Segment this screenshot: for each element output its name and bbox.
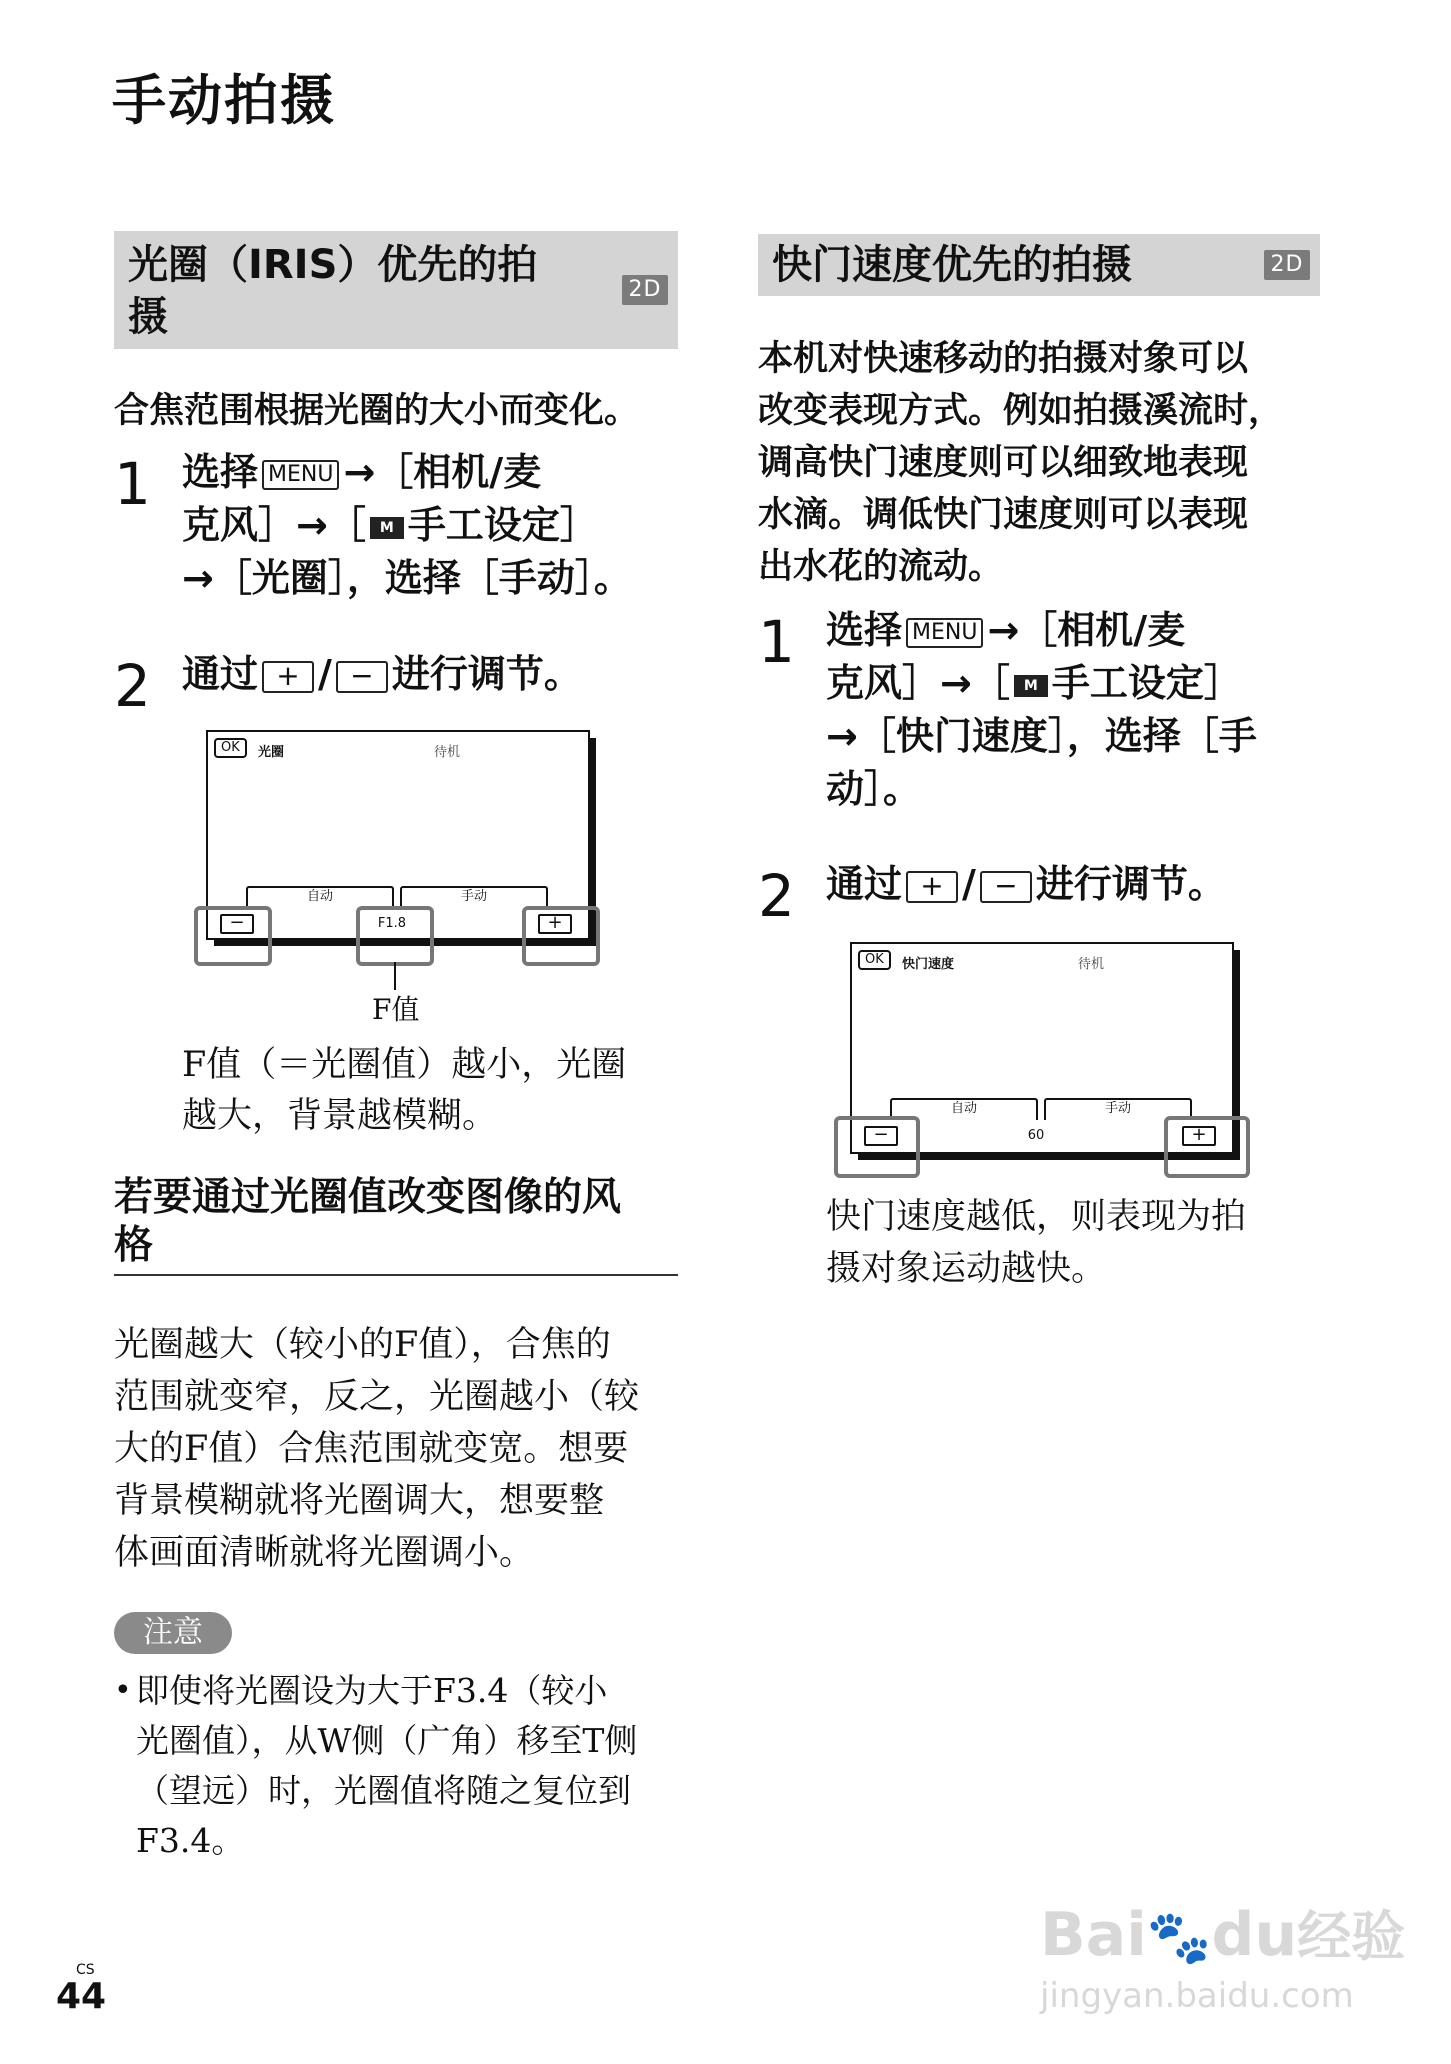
step-number: 2 (114, 652, 151, 720)
watermark-url: jingyan.baidu.com (1040, 1976, 1354, 2016)
subhead-rule (114, 1274, 678, 1276)
section-header-line2: 摄 (128, 294, 168, 340)
step-1-line-1 (826, 604, 1185, 656)
value-highlight (356, 906, 434, 966)
iris-para-2: 范围就变窄，反之，光圈越小（较 (114, 1377, 640, 1417)
2d-badge: 2D (1264, 250, 1310, 280)
step-text: 进行调节。 (1035, 862, 1226, 906)
step-text: 选择 (182, 450, 259, 494)
manual-settings-icon: M (1014, 675, 1048, 697)
note-label: 注意 (114, 1612, 232, 1654)
section-header-text: 快门速度优先的拍摄 (772, 242, 1132, 288)
plus-highlight (522, 906, 600, 966)
screen-status: 待机 (1078, 957, 1105, 972)
screen-label: 光圈 (258, 745, 285, 760)
iris-caption-2: 越大，背景越模糊。 (182, 1096, 498, 1136)
2d-badge: 2D (622, 275, 668, 305)
section-header-iris (114, 231, 678, 349)
iris-para-1: 光圈越大（较小的F值），合焦的 (114, 1325, 611, 1365)
minus-button[interactable]: − (864, 1126, 898, 1146)
iris-para-5: 体画面清晰就将光圈调小。 (114, 1533, 535, 1573)
shutter-caption-2: 摄对象运动越快。 (826, 1249, 1107, 1289)
minus-key-icon: − (980, 871, 1032, 903)
watermark-du: du (1211, 1900, 1298, 1970)
step-text: 选择 (826, 608, 903, 652)
footer-code: CS (76, 1962, 95, 1978)
step-text: 克风］→［ (182, 503, 366, 547)
step-number: 1 (758, 608, 795, 676)
step-text: 手工设定］ (1051, 661, 1242, 705)
page-number: 44 (56, 1976, 107, 2017)
shutter-intro-1: 本机对快速移动的拍摄对象可以 (758, 339, 1249, 379)
step-2-line (826, 858, 1226, 910)
plus-highlight (1164, 1116, 1250, 1178)
section-header-shutter (758, 234, 1320, 296)
step-text: 进行调节。 (391, 652, 582, 696)
slash: / (318, 652, 332, 696)
manual-button[interactable]: 手动 (1044, 1098, 1192, 1120)
paw-icon: 🐾 (1146, 1908, 1212, 1968)
step-text: 手工设定］ (407, 503, 598, 547)
plus-button[interactable]: + (1182, 1126, 1216, 1146)
step-1-line-2 (182, 499, 598, 551)
slash: / (962, 862, 976, 906)
plus-key-icon: + (262, 661, 314, 693)
plus-key-icon: + (906, 871, 958, 903)
section-header-line1: 光圈（IRIS）优先的拍 (128, 242, 538, 288)
step-number: 2 (758, 862, 795, 930)
watermark-brand: Bai (1040, 1900, 1147, 1970)
page-title: 手动拍摄 (112, 69, 336, 132)
shutter-intro-4: 水滴。调低快门速度则可以表现 (758, 495, 1249, 535)
manual-button[interactable]: 手动 (400, 886, 548, 908)
watermark-logo (1040, 1894, 1405, 1971)
step-1-line-3: →［光圈］，选择［手动］。 (182, 556, 632, 600)
minus-key-icon: − (336, 661, 388, 693)
step-text: →［相机/麦 (343, 450, 542, 494)
shutter-value: 60 (1027, 1128, 1045, 1143)
note-bullet: • (114, 1673, 132, 1708)
menu-key-icon: MENU (262, 460, 339, 490)
note-line-3: （望远）时，光圈值将随之复位到 (136, 1771, 631, 1810)
step-text: →［相机/麦 (987, 608, 1186, 652)
shutter-caption-1: 快门速度越低，则表现为拍 (826, 1197, 1247, 1237)
watermark-jingyan: 经验 (1297, 1905, 1406, 1968)
auto-button[interactable]: 自动 (246, 886, 394, 908)
f-value: F1.8 (377, 916, 407, 931)
plus-button[interactable]: + (538, 914, 572, 934)
shutter-intro-5: 出水花的流动。 (758, 547, 1004, 587)
minus-highlight (834, 1116, 920, 1178)
ok-button[interactable]: OK (858, 950, 891, 970)
note-line-4: F3.4。 (136, 1821, 245, 1860)
iris-intro: 合焦范围根据光圈的大小而变化。 (114, 391, 640, 431)
step-1-line-3: →［快门速度］，选择［手 (826, 714, 1257, 758)
iris-caption-1: F值（＝光圈值）越小，光圈 (182, 1045, 627, 1085)
shutter-intro-2: 改变表现方式。例如拍摄溪流时， (758, 391, 1284, 431)
auto-button[interactable]: 自动 (890, 1098, 1038, 1120)
note-line-2: 光圈值），从W侧（广角）移至T侧 (136, 1721, 638, 1760)
step-1-line-2 (826, 657, 1242, 709)
step-text: 通过 (826, 862, 903, 906)
shutter-intro-3: 调高快门速度则可以细致地表现 (758, 443, 1249, 483)
subhead-line1: 若要通过光圈值改变图像的风 (114, 1175, 622, 1220)
callout-label: F值 (372, 993, 420, 1026)
step-1-line-1 (182, 446, 541, 498)
minus-highlight (194, 906, 272, 966)
iris-para-3: 大的F值）合焦范围就变宽。想要 (114, 1429, 629, 1469)
step-text: 通过 (182, 652, 259, 696)
step-number: 1 (114, 450, 151, 518)
screen-label: 快门速度 (902, 957, 955, 972)
iris-para-4: 背景模糊就将光圈调大，想要整 (114, 1481, 605, 1521)
subhead-line2: 格 (114, 1223, 154, 1268)
note-line-1: 即使将光圈设为大于F3.4（较小 (136, 1671, 608, 1710)
screen-status: 待机 (434, 745, 461, 760)
menu-key-icon: MENU (906, 618, 983, 648)
callout-line (394, 962, 396, 990)
minus-button[interactable]: − (220, 914, 254, 934)
manual-settings-icon: M (370, 517, 404, 539)
step-text: 克风］→［ (826, 661, 1010, 705)
step-1-line-4: 动］。 (826, 767, 922, 811)
step-2-line (182, 648, 582, 700)
ok-button[interactable]: OK (214, 738, 247, 758)
